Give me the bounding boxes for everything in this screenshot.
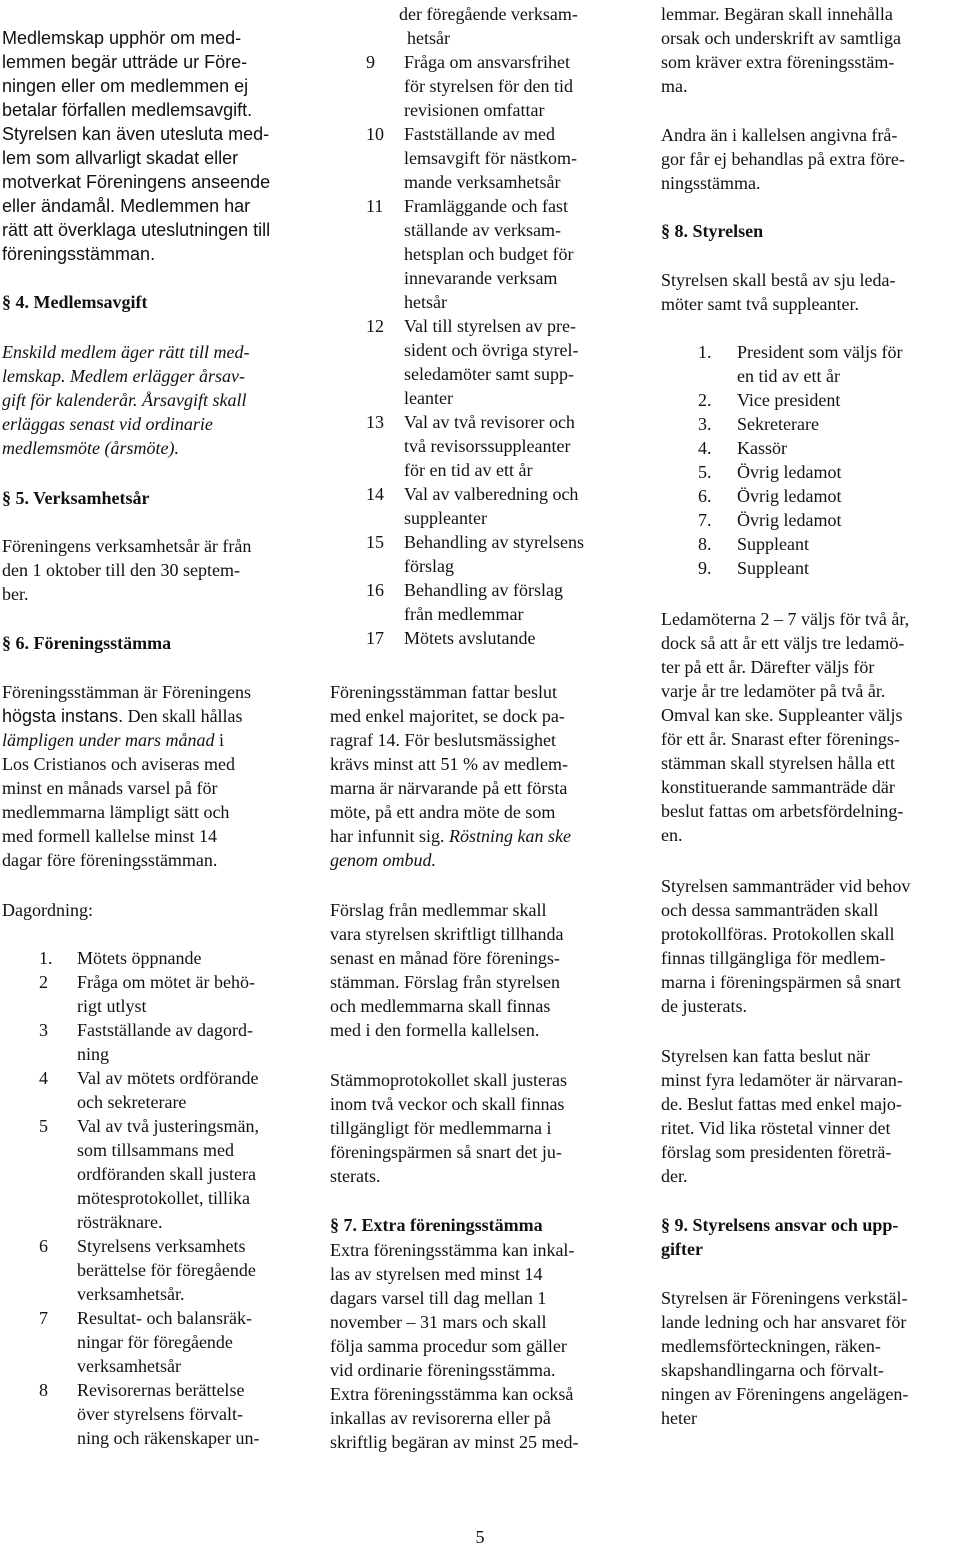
text-line: Styrelsen är Föreningens verkstäl- bbox=[661, 1288, 908, 1308]
text-line: protokollföras. Protokollen skall bbox=[661, 924, 895, 944]
text-line: minst en månads varsel på för bbox=[2, 778, 218, 798]
list-item bbox=[2, 1234, 294, 1306]
text-line: stämman skall styrelsen hålla ett bbox=[661, 753, 895, 773]
text-line: dagars varsel till dag mellan 1 bbox=[330, 1288, 547, 1308]
page-number: 5 bbox=[475, 1527, 485, 1547]
list-item-number: 13 bbox=[366, 412, 384, 432]
list-item-line: Framläggande och fast bbox=[404, 196, 568, 216]
list-item-number: 8 bbox=[39, 1380, 48, 1400]
membership-fee-paragraph bbox=[2, 340, 294, 460]
text-line: Omval kan ske. Suppleanter väljs bbox=[661, 705, 903, 725]
agenda-label: Dagordning: bbox=[2, 900, 93, 920]
text-line: ragraf 14. För beslutsmässighet bbox=[330, 730, 556, 750]
text-line: orsak och underskrift av samtliga bbox=[661, 28, 901, 48]
list-item-line: Fastställande av med bbox=[404, 124, 555, 144]
list-item bbox=[330, 482, 626, 530]
list-item bbox=[330, 194, 626, 314]
text-line: Extra föreningsstämma kan inkal- bbox=[330, 1240, 575, 1260]
text-line: Enskild medlem äger rätt till med- bbox=[2, 342, 250, 362]
board-list bbox=[661, 340, 956, 580]
text-line: inom två veckor och skall finnas bbox=[330, 1094, 565, 1114]
text-segment: i bbox=[214, 730, 225, 750]
list-item-number: 15 bbox=[366, 532, 384, 552]
list-item bbox=[661, 436, 956, 460]
list-item-text bbox=[737, 388, 956, 412]
text-line: möte, på ett andra möte de som bbox=[330, 802, 556, 822]
list-item-text bbox=[77, 1378, 294, 1450]
general-meeting-paragraph bbox=[2, 680, 294, 872]
text-line: gifter bbox=[661, 1239, 703, 1259]
list-item-line: Behandling av förslag bbox=[404, 580, 563, 600]
text-line: med i den formella kallelsen. bbox=[330, 1020, 540, 1040]
list-item-line: Övrig ledamot bbox=[737, 486, 842, 506]
text-line: november – 31 mars och skall bbox=[330, 1312, 547, 1332]
list-item bbox=[330, 626, 626, 650]
text-line: rätt att överklaga uteslutningen till bbox=[2, 220, 271, 240]
list-item-line: Suppleant bbox=[737, 534, 809, 554]
list-item-line: ning och räkenskaper un- bbox=[77, 1428, 260, 1448]
list-item-line: Vice president bbox=[737, 390, 841, 410]
list-item bbox=[661, 484, 956, 508]
membership-end-paragraph bbox=[2, 26, 294, 266]
list-item-number: 2 bbox=[39, 972, 48, 992]
list-item bbox=[2, 1378, 294, 1450]
text-line: de justerats. bbox=[661, 996, 747, 1016]
list-item-text bbox=[77, 1114, 294, 1234]
list-item-text bbox=[737, 436, 956, 460]
agenda-list bbox=[330, 50, 626, 650]
text-line: tillgängligt för medlemmarna i bbox=[330, 1118, 552, 1138]
text-line: hetsår bbox=[407, 28, 450, 48]
list-item bbox=[330, 578, 626, 626]
list-item bbox=[330, 410, 626, 482]
list-item-line: Val av två justeringsmän, bbox=[77, 1116, 259, 1136]
text-line: ningen av Föreningens angelägen- bbox=[661, 1384, 909, 1404]
list-item-text bbox=[737, 532, 956, 556]
board-responsibility-paragraph bbox=[661, 1286, 956, 1430]
list-item-line: rösträknare. bbox=[77, 1212, 163, 1232]
list-item bbox=[2, 1114, 294, 1234]
text-line: med formell kallelse minst 14 bbox=[2, 826, 217, 846]
list-item-line: ningar för föregående bbox=[77, 1332, 233, 1352]
section-7-heading: § 7. Extra föreningsstämma bbox=[330, 1215, 543, 1235]
section-4-heading: § 4. Medlemsavgift bbox=[2, 292, 148, 312]
text-line: ritet. Vid lika röstetal vinner det bbox=[661, 1118, 891, 1138]
list-item-text bbox=[737, 556, 956, 580]
text-line: de. Beslut fattas med enkel majo- bbox=[661, 1094, 902, 1114]
proposals-paragraph bbox=[330, 898, 626, 1042]
list-item bbox=[2, 1306, 294, 1378]
text-line: Extra föreningsstämma kan också bbox=[330, 1384, 574, 1404]
list-item-line: Suppleant bbox=[737, 558, 809, 578]
text-line: Föreningsstämman är Föreningens bbox=[2, 682, 251, 702]
board-paragraph bbox=[661, 268, 956, 316]
list-item bbox=[661, 508, 956, 532]
list-item-line: över styrelsens förvalt- bbox=[77, 1404, 243, 1424]
list-item-text bbox=[404, 578, 626, 626]
agenda-restriction-paragraph bbox=[661, 123, 956, 195]
text-line: lemmar. Begäran skall innehålla bbox=[661, 4, 893, 24]
list-item-line: berättelse för föregående bbox=[77, 1260, 256, 1280]
list-item-text bbox=[77, 1306, 294, 1378]
text-line: med enkel majoritet, se dock pa- bbox=[330, 706, 565, 726]
list-item-line: rigt utlyst bbox=[77, 996, 147, 1016]
text-line: och dessa sammanträden skall bbox=[661, 900, 879, 920]
text-line: Stämmoprotokollet skall justeras bbox=[330, 1070, 567, 1090]
text-line: dagar före föreningsstämman. bbox=[2, 850, 218, 870]
list-item-line: sident och övriga styrel- bbox=[404, 340, 579, 360]
list-item-line: Val till styrelsen av pre- bbox=[404, 316, 576, 336]
text-line: der. bbox=[661, 1166, 688, 1186]
text-line: Styrelsen kan även utesluta med- bbox=[2, 124, 270, 144]
text-line: finnas tillgängliga för medlem- bbox=[661, 948, 886, 968]
list-item bbox=[330, 530, 626, 578]
list-item-line: innevarande verksam bbox=[404, 268, 558, 288]
list-item-line: hetsår bbox=[404, 292, 447, 312]
text-segment: Röstning kan ske bbox=[444, 826, 571, 846]
text-line: las av styrelsen med minst 14 bbox=[330, 1264, 543, 1284]
text-line: genom ombud. bbox=[330, 850, 436, 870]
list-item-line: verksamhetsår. bbox=[77, 1284, 185, 1304]
list-item-line: för en tid av ett år bbox=[404, 460, 533, 480]
text-line: lemskap. Medlem erlägger årsav- bbox=[2, 366, 245, 386]
text-segment: Den skall hållas bbox=[123, 706, 243, 726]
list-item-line: för styrelsen för den tid bbox=[404, 76, 573, 96]
text-line bbox=[2, 728, 294, 752]
list-item-text bbox=[737, 484, 956, 508]
list-item-line: Val av mötets ordförande bbox=[77, 1068, 259, 1088]
list-item-text bbox=[737, 340, 956, 388]
text-line: skriftlig begäran av minst 25 med- bbox=[330, 1432, 579, 1452]
text-line: eller ändamål. Medlemmen har bbox=[2, 196, 251, 216]
list-item bbox=[661, 556, 956, 580]
list-item-text bbox=[404, 626, 626, 650]
list-item bbox=[2, 970, 294, 1018]
list-item-number: 10 bbox=[366, 124, 384, 144]
text-line: gift för kalenderår. Årsavgift skall bbox=[2, 390, 247, 410]
list-item-line: Styrelsens verksamhets bbox=[77, 1236, 246, 1256]
text-line: Styrelsen skall bestå av sju leda- bbox=[661, 270, 896, 290]
text-line bbox=[330, 824, 626, 848]
text-line: förslag som presidenten företrä- bbox=[661, 1142, 892, 1162]
list-item-number: 17 bbox=[366, 628, 384, 648]
text-line: stämman. Förslag från styrelsen bbox=[330, 972, 560, 992]
text-line: Los Cristianos och aviseras med bbox=[2, 754, 235, 774]
list-item-line: från medlemmar bbox=[404, 604, 524, 624]
list-item-line: ning bbox=[77, 1044, 110, 1064]
text-line: erläggas senast vid ordinarie bbox=[2, 414, 213, 434]
agenda-list bbox=[2, 946, 294, 1450]
list-item-number: 3 bbox=[39, 1020, 48, 1040]
text-segment: lämpligen under mars månad bbox=[2, 730, 215, 750]
text-line: lande ledning och har ansvaret för bbox=[661, 1312, 907, 1332]
list-item bbox=[661, 340, 956, 388]
section-5-heading: § 5. Verksamhetsår bbox=[2, 488, 150, 508]
list-item bbox=[661, 532, 956, 556]
text-line: Ledamöterna 2 – 7 väljs för två år, bbox=[661, 609, 910, 629]
list-item bbox=[330, 122, 626, 194]
text-line: Styrelsen sammanträder vid behov bbox=[661, 876, 911, 896]
list-item-number: 6. bbox=[698, 486, 712, 506]
fiscal-year-paragraph bbox=[2, 534, 294, 606]
list-item-line: seledamöter samt supp- bbox=[404, 364, 574, 384]
list-item-text bbox=[77, 946, 294, 970]
text-line: möter samt två suppleanter. bbox=[661, 294, 859, 314]
text-line: minst fyra ledamöter är närvaran- bbox=[661, 1070, 903, 1090]
text-line: krävs minst att 51 % av medlem- bbox=[330, 754, 568, 774]
list-item-text bbox=[404, 410, 626, 482]
list-item-text bbox=[404, 482, 626, 530]
board-quorum-paragraph bbox=[661, 1044, 956, 1188]
list-item-line: hetsplan och budget för bbox=[404, 244, 574, 264]
list-item bbox=[2, 1066, 294, 1114]
list-item-number: 7. bbox=[698, 510, 712, 530]
list-item-text bbox=[404, 50, 626, 122]
text-line: vara styrelsen skriftligt tillhanda bbox=[330, 924, 564, 944]
text-line: vid ordinarie föreningsstämma. bbox=[330, 1360, 556, 1380]
list-item-text bbox=[77, 1018, 294, 1066]
list-item-number: 7 bbox=[39, 1308, 48, 1328]
list-item-line: Sekreterare bbox=[737, 414, 819, 434]
list-item-text bbox=[737, 508, 956, 532]
text-line: sterats. bbox=[330, 1166, 381, 1186]
text-line: för ett år. Snarast efter förenings- bbox=[661, 729, 900, 749]
list-item-text bbox=[404, 194, 626, 314]
list-item-text bbox=[404, 530, 626, 578]
list-item-text bbox=[404, 314, 626, 410]
list-item-number: 8. bbox=[698, 534, 712, 554]
list-item-line: Revisorernas berättelse bbox=[77, 1380, 245, 1400]
list-item-number: 5 bbox=[39, 1116, 48, 1136]
extra-meeting-paragraph bbox=[330, 1238, 626, 1454]
list-item-line: ställande av verksam- bbox=[404, 220, 561, 240]
text-line: dock så att år ett väljs tre ledamö- bbox=[661, 633, 905, 653]
list-item-line: Övrig ledamot bbox=[737, 462, 842, 482]
list-item-number: 1. bbox=[698, 342, 712, 362]
list-item-line: Fråga om ansvarsfrihet bbox=[404, 52, 570, 72]
text-line: Andra än i kallelsen angivna frå- bbox=[661, 125, 898, 145]
list-item-number: 4 bbox=[39, 1068, 48, 1088]
section-8-heading: § 8. Styrelsen bbox=[661, 221, 764, 241]
list-item-line: President som väljs för bbox=[737, 342, 903, 362]
text-line bbox=[2, 704, 294, 728]
text-line: medlemsmöte (årsmöte). bbox=[2, 438, 179, 458]
text-line: följa samma procedur som gäller bbox=[330, 1336, 567, 1356]
extra-meeting-continuation bbox=[661, 2, 956, 98]
list-item-number: 6 bbox=[39, 1236, 48, 1256]
list-item-line: revisionen omfattar bbox=[404, 100, 545, 120]
text-line: beslut fattas om arbetsfördelning- bbox=[661, 801, 904, 821]
list-item-number: 12 bbox=[366, 316, 384, 336]
list-item-text bbox=[77, 1234, 294, 1306]
board-meetings-paragraph bbox=[661, 874, 956, 1018]
list-item-line: och sekreterare bbox=[77, 1092, 187, 1112]
list-item-line: Val av valberedning och bbox=[404, 484, 579, 504]
list-item-line: Fastställande av dagord- bbox=[77, 1020, 253, 1040]
list-item bbox=[2, 1018, 294, 1066]
text-line: gor får ej behandlas på extra före- bbox=[661, 149, 905, 169]
list-item-line: mande verksamhetsår bbox=[404, 172, 561, 192]
text-line: betalar förfallen medlemsavgift. bbox=[2, 100, 253, 120]
list-item-line: Övrig ledamot bbox=[737, 510, 842, 530]
text-segment: har infunnit sig. bbox=[330, 826, 445, 846]
list-item-text bbox=[77, 970, 294, 1018]
list-item-line: suppleanter bbox=[404, 508, 487, 528]
text-line: föreningsstämman. bbox=[2, 244, 156, 264]
list-item-number: 9 bbox=[366, 52, 375, 72]
text-line: Föreningsstämman fattar beslut bbox=[330, 682, 557, 702]
text-line: senast en månad före förenings- bbox=[330, 948, 560, 968]
text-line: ma. bbox=[661, 76, 688, 96]
list-item-text bbox=[737, 412, 956, 436]
list-item bbox=[661, 460, 956, 484]
list-item-line: mötesprotokollet, tillika bbox=[77, 1188, 250, 1208]
text-segment: högsta instans. bbox=[2, 706, 124, 726]
text-line: en. bbox=[661, 825, 683, 845]
text-line: marna är närvarande på ett första bbox=[330, 778, 568, 798]
text-line: Förslag från medlemmar skall bbox=[330, 900, 547, 920]
list-item bbox=[330, 314, 626, 410]
voting-paragraph bbox=[330, 680, 626, 872]
list-item bbox=[2, 946, 294, 970]
minutes-paragraph bbox=[330, 1068, 626, 1188]
text-line: varje år tre ledamöter på två år. bbox=[661, 681, 886, 701]
list-item-number: 4. bbox=[698, 438, 712, 458]
list-item bbox=[661, 388, 956, 412]
list-item-line: Kassör bbox=[737, 438, 787, 458]
list-item-line: lemsavgift för nästkom- bbox=[404, 148, 577, 168]
text-line: den 1 oktober till den 30 septem- bbox=[2, 560, 240, 580]
text-line: der föregående verksam- bbox=[399, 4, 578, 24]
list-item-number: 5. bbox=[698, 462, 712, 482]
text-line: heter bbox=[661, 1408, 697, 1428]
list-item-number: 11 bbox=[366, 196, 384, 216]
text-line: och medlemmarna skall finnas bbox=[330, 996, 551, 1016]
list-item-line: som tillsammans med bbox=[77, 1140, 234, 1160]
list-item-line: Val av två revisorer och bbox=[404, 412, 575, 432]
section-9-heading bbox=[661, 1213, 956, 1261]
list-item-number: 9. bbox=[698, 558, 712, 578]
text-line: Medlemskap upphör om med- bbox=[2, 28, 242, 48]
list-item-line: verksamhetsår bbox=[77, 1356, 181, 1376]
agenda-continuation bbox=[330, 2, 626, 50]
text-line: motverkat Föreningens anseende bbox=[2, 172, 271, 192]
section-6-heading: § 6. Föreningsstämma bbox=[2, 633, 172, 653]
list-item-text bbox=[404, 122, 626, 194]
text-line: lem som allvarligt skadat eller bbox=[2, 148, 239, 168]
text-line: Föreningens verksamhetsår är från bbox=[2, 536, 252, 556]
text-line: lemmen begär utträde ur Före- bbox=[2, 52, 248, 72]
list-item-number: 14 bbox=[366, 484, 384, 504]
text-line: inkallas av revisorerna eller på bbox=[330, 1408, 551, 1428]
list-item-line: två revisorssuppleanter bbox=[404, 436, 571, 456]
board-terms-paragraph bbox=[661, 607, 956, 847]
list-item-line: Mötets avslutande bbox=[404, 628, 536, 648]
list-item-number: 1. bbox=[39, 948, 53, 968]
list-item-text bbox=[737, 460, 956, 484]
list-item-line: förslag bbox=[404, 556, 454, 576]
text-line: marna i föreningspärmen så snart bbox=[661, 972, 901, 992]
list-item-line: Fråga om mötet är behö- bbox=[77, 972, 255, 992]
list-item-line: Resultat- och balansräk- bbox=[77, 1308, 252, 1328]
text-line: ningsstämma. bbox=[661, 173, 761, 193]
text-line: ningen eller om medlemmen ej bbox=[2, 76, 249, 96]
list-item-line: ordföranden skall justera bbox=[77, 1164, 256, 1184]
list-item bbox=[330, 50, 626, 122]
text-line: konstituerande sammanträde där bbox=[661, 777, 895, 797]
list-item bbox=[661, 412, 956, 436]
text-line: Styrelsen kan fatta beslut när bbox=[661, 1046, 870, 1066]
list-item-number: 3. bbox=[698, 414, 712, 434]
text-line: ter på ett år. Därefter väljs för bbox=[661, 657, 875, 677]
list-item-line: en tid av ett år bbox=[737, 366, 840, 386]
text-line: föreningspärmen så snart det ju- bbox=[330, 1142, 562, 1162]
list-item-line: leanter bbox=[404, 388, 453, 408]
list-item-line: Mötets öppnande bbox=[77, 948, 202, 968]
text-line: som kräver extra föreningsstäm- bbox=[661, 52, 895, 72]
text-line: medlemmarna lämpligt sätt och bbox=[2, 802, 230, 822]
text-line: § 9. Styrelsens ansvar och upp- bbox=[661, 1215, 899, 1235]
list-item-number: 16 bbox=[366, 580, 384, 600]
text-line: ber. bbox=[2, 584, 29, 604]
list-item-number: 2. bbox=[698, 390, 712, 410]
list-item-line: Behandling av styrelsens bbox=[404, 532, 584, 552]
text-line: skapshandlingarna och förvalt- bbox=[661, 1360, 884, 1380]
text-line: medlemsförteckningen, räken- bbox=[661, 1336, 881, 1356]
list-item-text bbox=[77, 1066, 294, 1114]
